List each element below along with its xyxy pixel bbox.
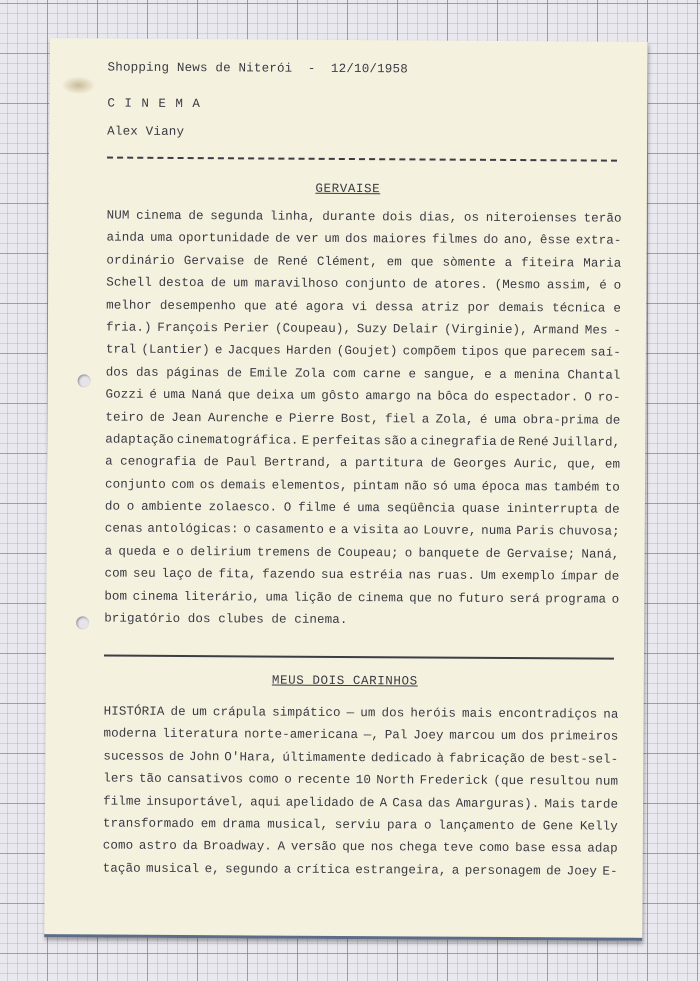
article1-line: do o ambiente zolaesco. O filme é uma seqüência quase ininterrupta de	[104, 499, 620, 517]
article1-line: com seu laço de fita, fazendo sua estréia nas ruas. Um exemplo ímpar de	[104, 566, 620, 584]
article1-body	[104, 205, 622, 634]
article2-line: como astro da Broadway. A versão que nos chega teve como base essa adap	[102, 838, 618, 857]
source-line: Shopping News de Niterói - 12/10/1958	[107, 60, 408, 77]
article2-line: tação musical e, segundo a crítica estrangeira, a personagem de Joey E-	[102, 861, 618, 879]
author-name: Alex Viany	[107, 124, 185, 140]
article2-line: transformado em drama musical, serviu para o lançamento de Gene Kelly	[102, 816, 618, 834]
article1-line: ainda uma oportunidade de ver um dos maiores filmes do ano, êsse extra-	[106, 230, 622, 249]
article1-title-wrap	[49, 180, 647, 198]
article1-line: a queda e o delirium tremens de Coupeau; o banquete de Gervaise; Naná,	[104, 544, 620, 562]
article1-line: adaptação cinematográfica. E perfeitas são a cinegrafia de René Juillard,	[105, 432, 621, 450]
article1-line: Schell destoa de um maravilhoso conjunto de atores. (Mesmo assim, é o	[106, 275, 622, 293]
article1-line: bom cinema literário, uma lição de cinema que no futuro será programa o	[104, 589, 620, 607]
article1-line: conjunto com os demais elementos, pintam não só uma época mas também to	[104, 477, 620, 495]
article2-title: MEUS DOIS CARINHOS	[271, 673, 418, 689]
article1-line: NUM cinema de segunda linha, durante dois dias, os niteroienses terão	[106, 208, 622, 226]
article1-line: fria.) François Perier (Coupeau), Suzy Delair (Virginie), Armand Mes -	[105, 320, 621, 338]
article1-line: a cenografia de Paul Bertrand, a partitura de Georges Auric, que, em	[105, 454, 621, 472]
article1-line: Gozzi é uma Naná que deixa um gôsto amargo na bôca do espectador. O ro-	[105, 387, 621, 405]
article2-line: moderna literatura norte-americana —, Pal Joey marcou um dos primeiros	[103, 726, 619, 745]
header-divider	[107, 157, 617, 162]
article2-line: lers tão cansativos como o recente 10 North Frederick (que resultou num	[103, 771, 619, 789]
article1-line: melhor desempenho que até agora vi dessa atriz por demais técnica e	[106, 298, 622, 316]
article1-line: ordinário Gervaise de René Clément, em que sòmente a fiteira Maria	[106, 253, 622, 271]
punch-hole-top	[78, 374, 91, 387]
paper-stain	[61, 76, 95, 94]
article2-body	[103, 701, 619, 883]
article2-line: sucessos de John O'Hara, últimamente dedicado à fabricação de best-sel-	[103, 749, 619, 767]
article2-line: HISTÓRIA de um crápula simpático — um dos heróis mais encontradiços na	[103, 704, 619, 722]
typewritten-page	[44, 38, 647, 941]
punch-hole-bottom	[76, 616, 89, 629]
article1-title: GERVAISE	[315, 181, 381, 197]
article1-line: tral (Lantier) e Jacques Harden (Goujet) compõem tipos que parecem saí-	[105, 342, 621, 361]
article2-line: filme insuportável, aqui apelidado de A Casa das Amarguras). Mais tarde	[103, 794, 619, 812]
article1-line: brigatório dos clubes de cinema.	[104, 611, 348, 628]
article1-line: cenas antológicas: o casamento e a visita ao Louvre, numa Paris chuvosa;	[104, 521, 620, 540]
article-divider	[104, 655, 614, 660]
article1-line: dos das páginas de Emile Zola com carne e sangue, e a menina Chantal	[105, 365, 621, 383]
section-heading: C I N E M A	[107, 96, 201, 112]
article2-title-wrap	[46, 672, 644, 690]
article1-line: teiro de Jean Aurenche e Pierre Bost, fiel a Zola, é uma obra-prima de	[105, 410, 621, 428]
